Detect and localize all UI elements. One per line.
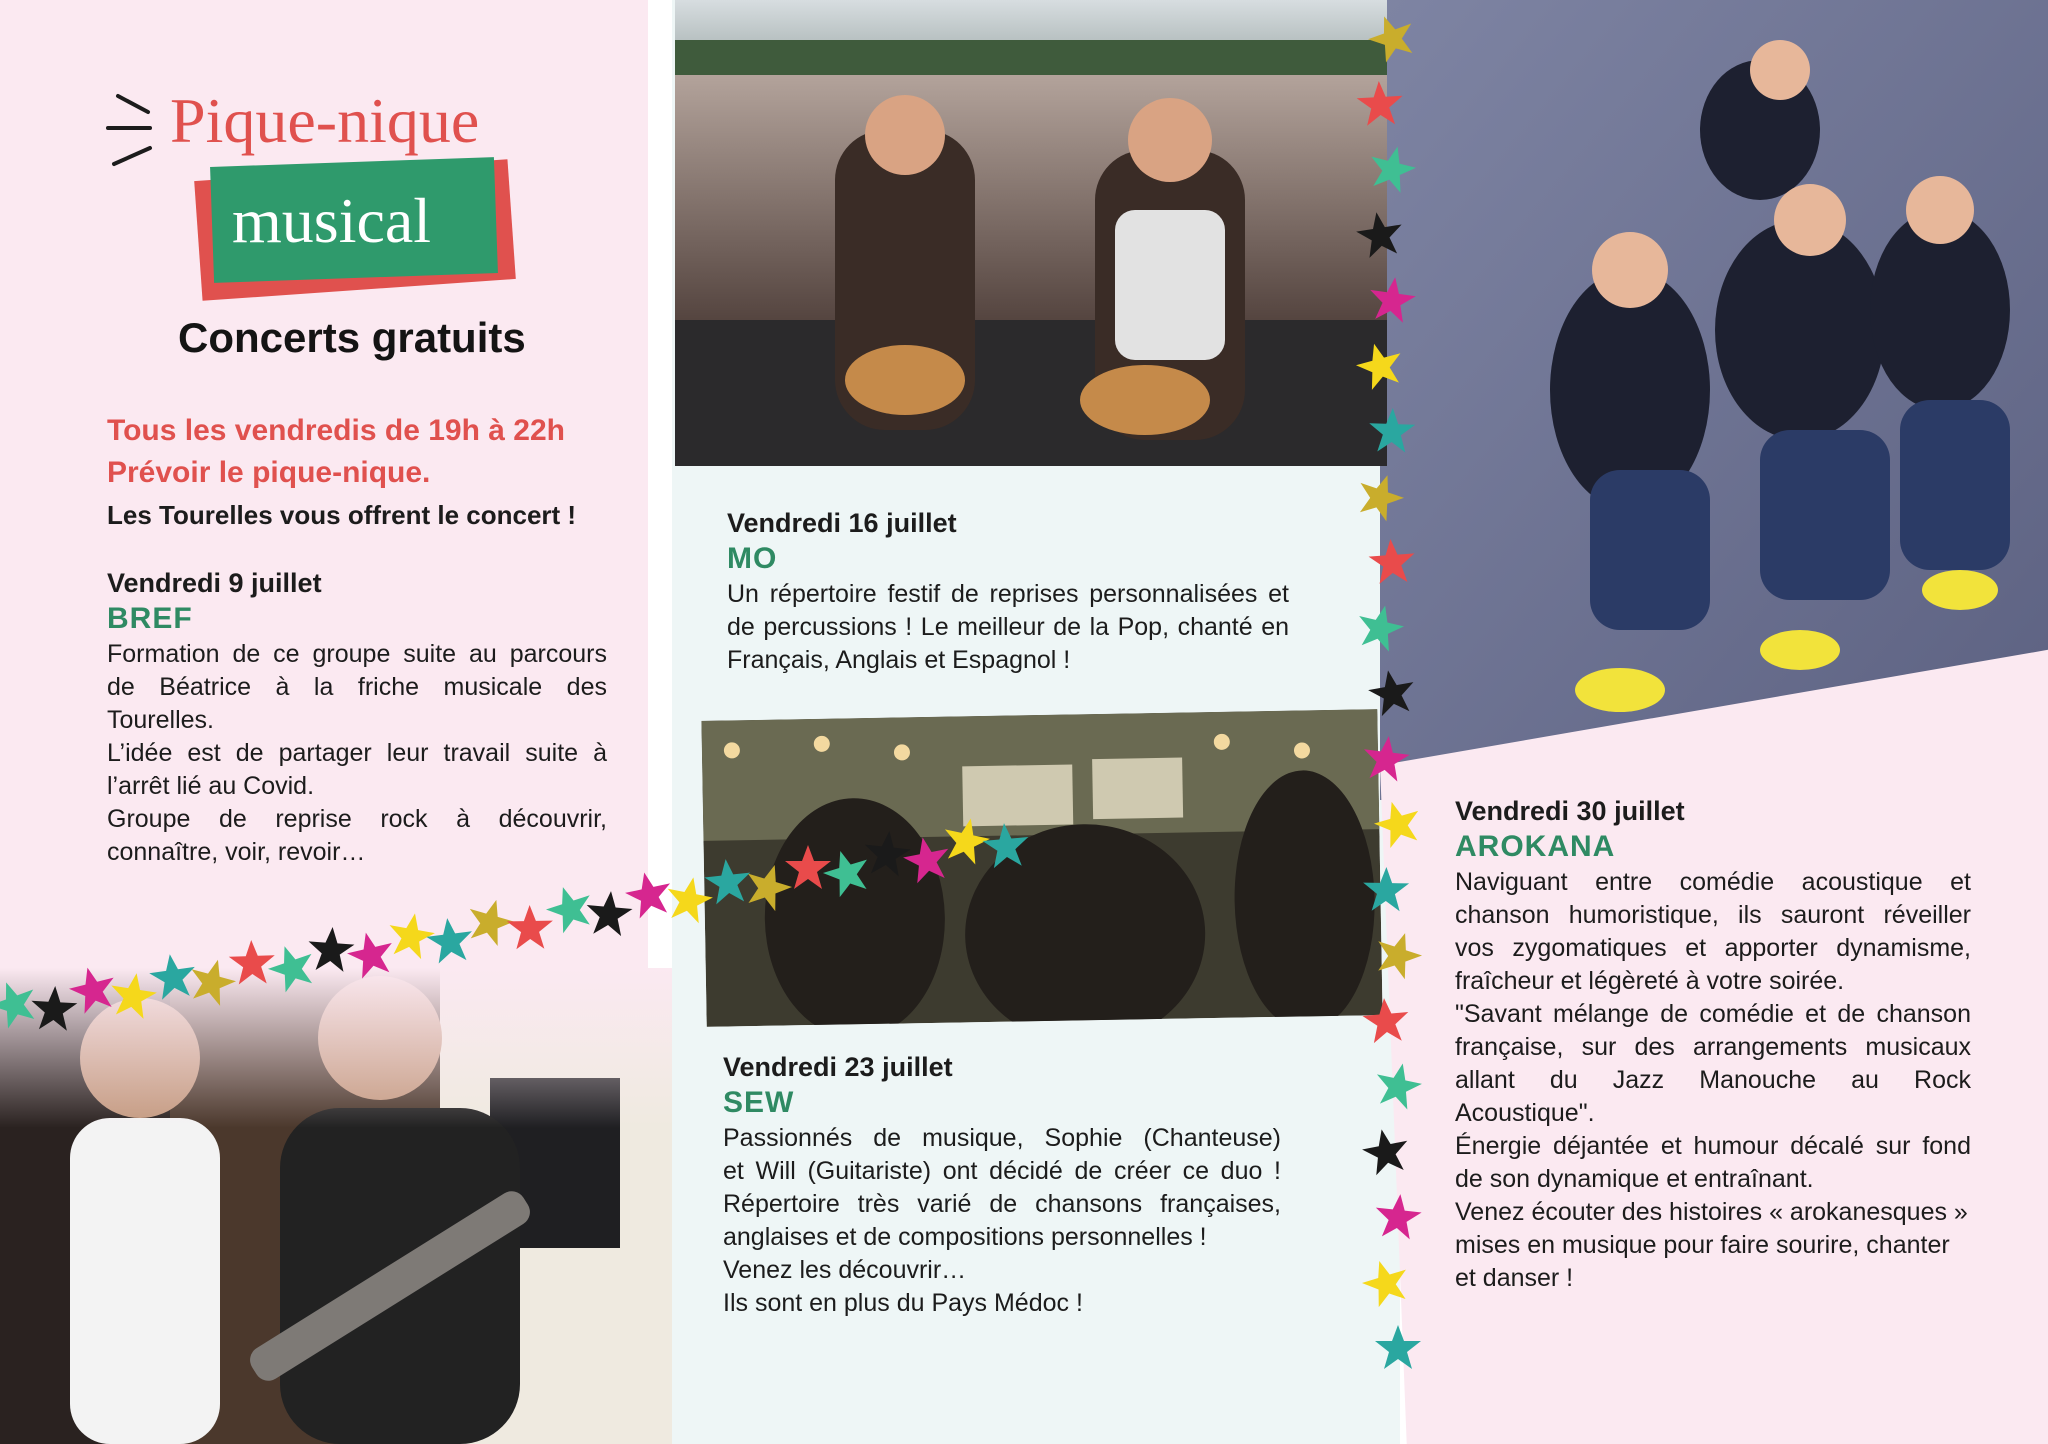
concert-band: SEW	[723, 1086, 795, 1119]
concert-line: et Will (Guitariste) ont décidé de créer ce duo !	[723, 1157, 1281, 1185]
concert-band: AROKANA	[1455, 830, 1616, 863]
concert-line: Français, Anglais et Espagnol !	[727, 646, 1071, 674]
concert-line: mises en musique pour faire sourire, chanter	[1455, 1231, 1950, 1259]
concert-line: Venez écouter des histoires « arokanesques »	[1455, 1198, 1968, 1226]
concert-line: Passionnés de musique, Sophie (Chanteuse)	[723, 1124, 1281, 1152]
concert-arokana	[1455, 794, 1971, 1295]
concert-line: Venez les découvrir…	[723, 1256, 967, 1284]
concert-line: anglaises et de compositions personnelles !	[723, 1223, 1207, 1251]
concert-band: BREF	[107, 602, 193, 635]
concert-line: chanson humoristique, ils sauront réveiller	[1455, 901, 1971, 929]
concert-line: de percussions ! Le meilleur de la Pop, chanté en	[727, 613, 1289, 641]
concert-date: Vendredi 16 juillet	[727, 508, 957, 538]
concert-line: fraîcheur et légèreté à votre soirée.	[1455, 967, 1845, 995]
concert-sew	[723, 1050, 1281, 1320]
star-icon	[1365, 535, 1418, 588]
concert-line: Un répertoire festif de reprises personnalisées et	[727, 580, 1289, 608]
star-icon	[1357, 1122, 1416, 1181]
concert-line: allant du Jazz Manouche au Rock Acoustique".	[1455, 1066, 1971, 1127]
page-subtitle: Concerts gratuits	[178, 314, 526, 361]
star-icon	[1359, 993, 1413, 1047]
concert-line: connaître, voir, revoir…	[107, 838, 366, 866]
intro-schedule: Tous les vendredis de 19h à 22h	[107, 414, 565, 447]
concert-mo	[727, 506, 1289, 677]
star-icon	[1354, 77, 1407, 130]
title-line-1: Pique-nique	[170, 85, 480, 156]
star-icon	[1373, 1323, 1423, 1373]
concert-line: Naviguant entre comédie acoustique et	[1455, 868, 1971, 896]
concert-line: Ils sont en plus du Pays Médoc !	[723, 1289, 1083, 1317]
star-icon	[1351, 206, 1408, 263]
concert-date: Vendredi 23 juillet	[723, 1052, 953, 1082]
concert-date: Vendredi 30 juillet	[1455, 796, 1685, 826]
concert-line: de son dynamique et entraînant.	[1455, 1165, 1814, 1193]
concert-line: de Béatrice à la friche musicale des Tourelles.	[107, 673, 607, 734]
concert-line: L’idée est de partager leur travail suite à	[107, 739, 607, 767]
star-icon	[1371, 1190, 1426, 1245]
concert-line: Énergie déjantée et humour décalé sur fond	[1455, 1132, 1971, 1160]
intro-picnic: Prévoir le pique-nique.	[107, 456, 431, 489]
concert-band: MO	[727, 542, 778, 575]
star-icon	[1361, 864, 1412, 915]
concert-line: Formation de ce groupe suite au parcours	[107, 640, 607, 668]
concert-date: Vendredi 9 juillet	[107, 568, 322, 598]
star-icon	[1366, 405, 1418, 457]
mo-band-photo	[675, 0, 1387, 466]
concert-line: Répertoire très varié de chansons françaises,	[723, 1190, 1281, 1218]
concert-bref	[107, 566, 607, 869]
star-icon	[1363, 664, 1421, 722]
star-icon	[979, 819, 1033, 873]
title-line-2: musical	[232, 185, 432, 256]
concert-line: vos zygomatiques et apporter dynamisme,	[1455, 934, 1971, 962]
concert-line: l’arrêt lié au Covid.	[107, 772, 315, 800]
intro-offer: Les Tourelles vous offrent le concert !	[107, 500, 577, 530]
concert-line: Groupe de reprise rock à découvrir,	[107, 805, 607, 833]
star-icon	[1358, 731, 1414, 787]
star-icon	[1368, 1056, 1427, 1115]
title-dash-icon	[106, 82, 166, 172]
concert-line: "Savant mélange de comédie et de chanson	[1455, 1000, 1971, 1028]
concert-line: française, sur des arrangements musicaux	[1455, 1033, 1971, 1061]
concert-line: et danser !	[1455, 1264, 1574, 1292]
star-icon	[1364, 272, 1420, 328]
